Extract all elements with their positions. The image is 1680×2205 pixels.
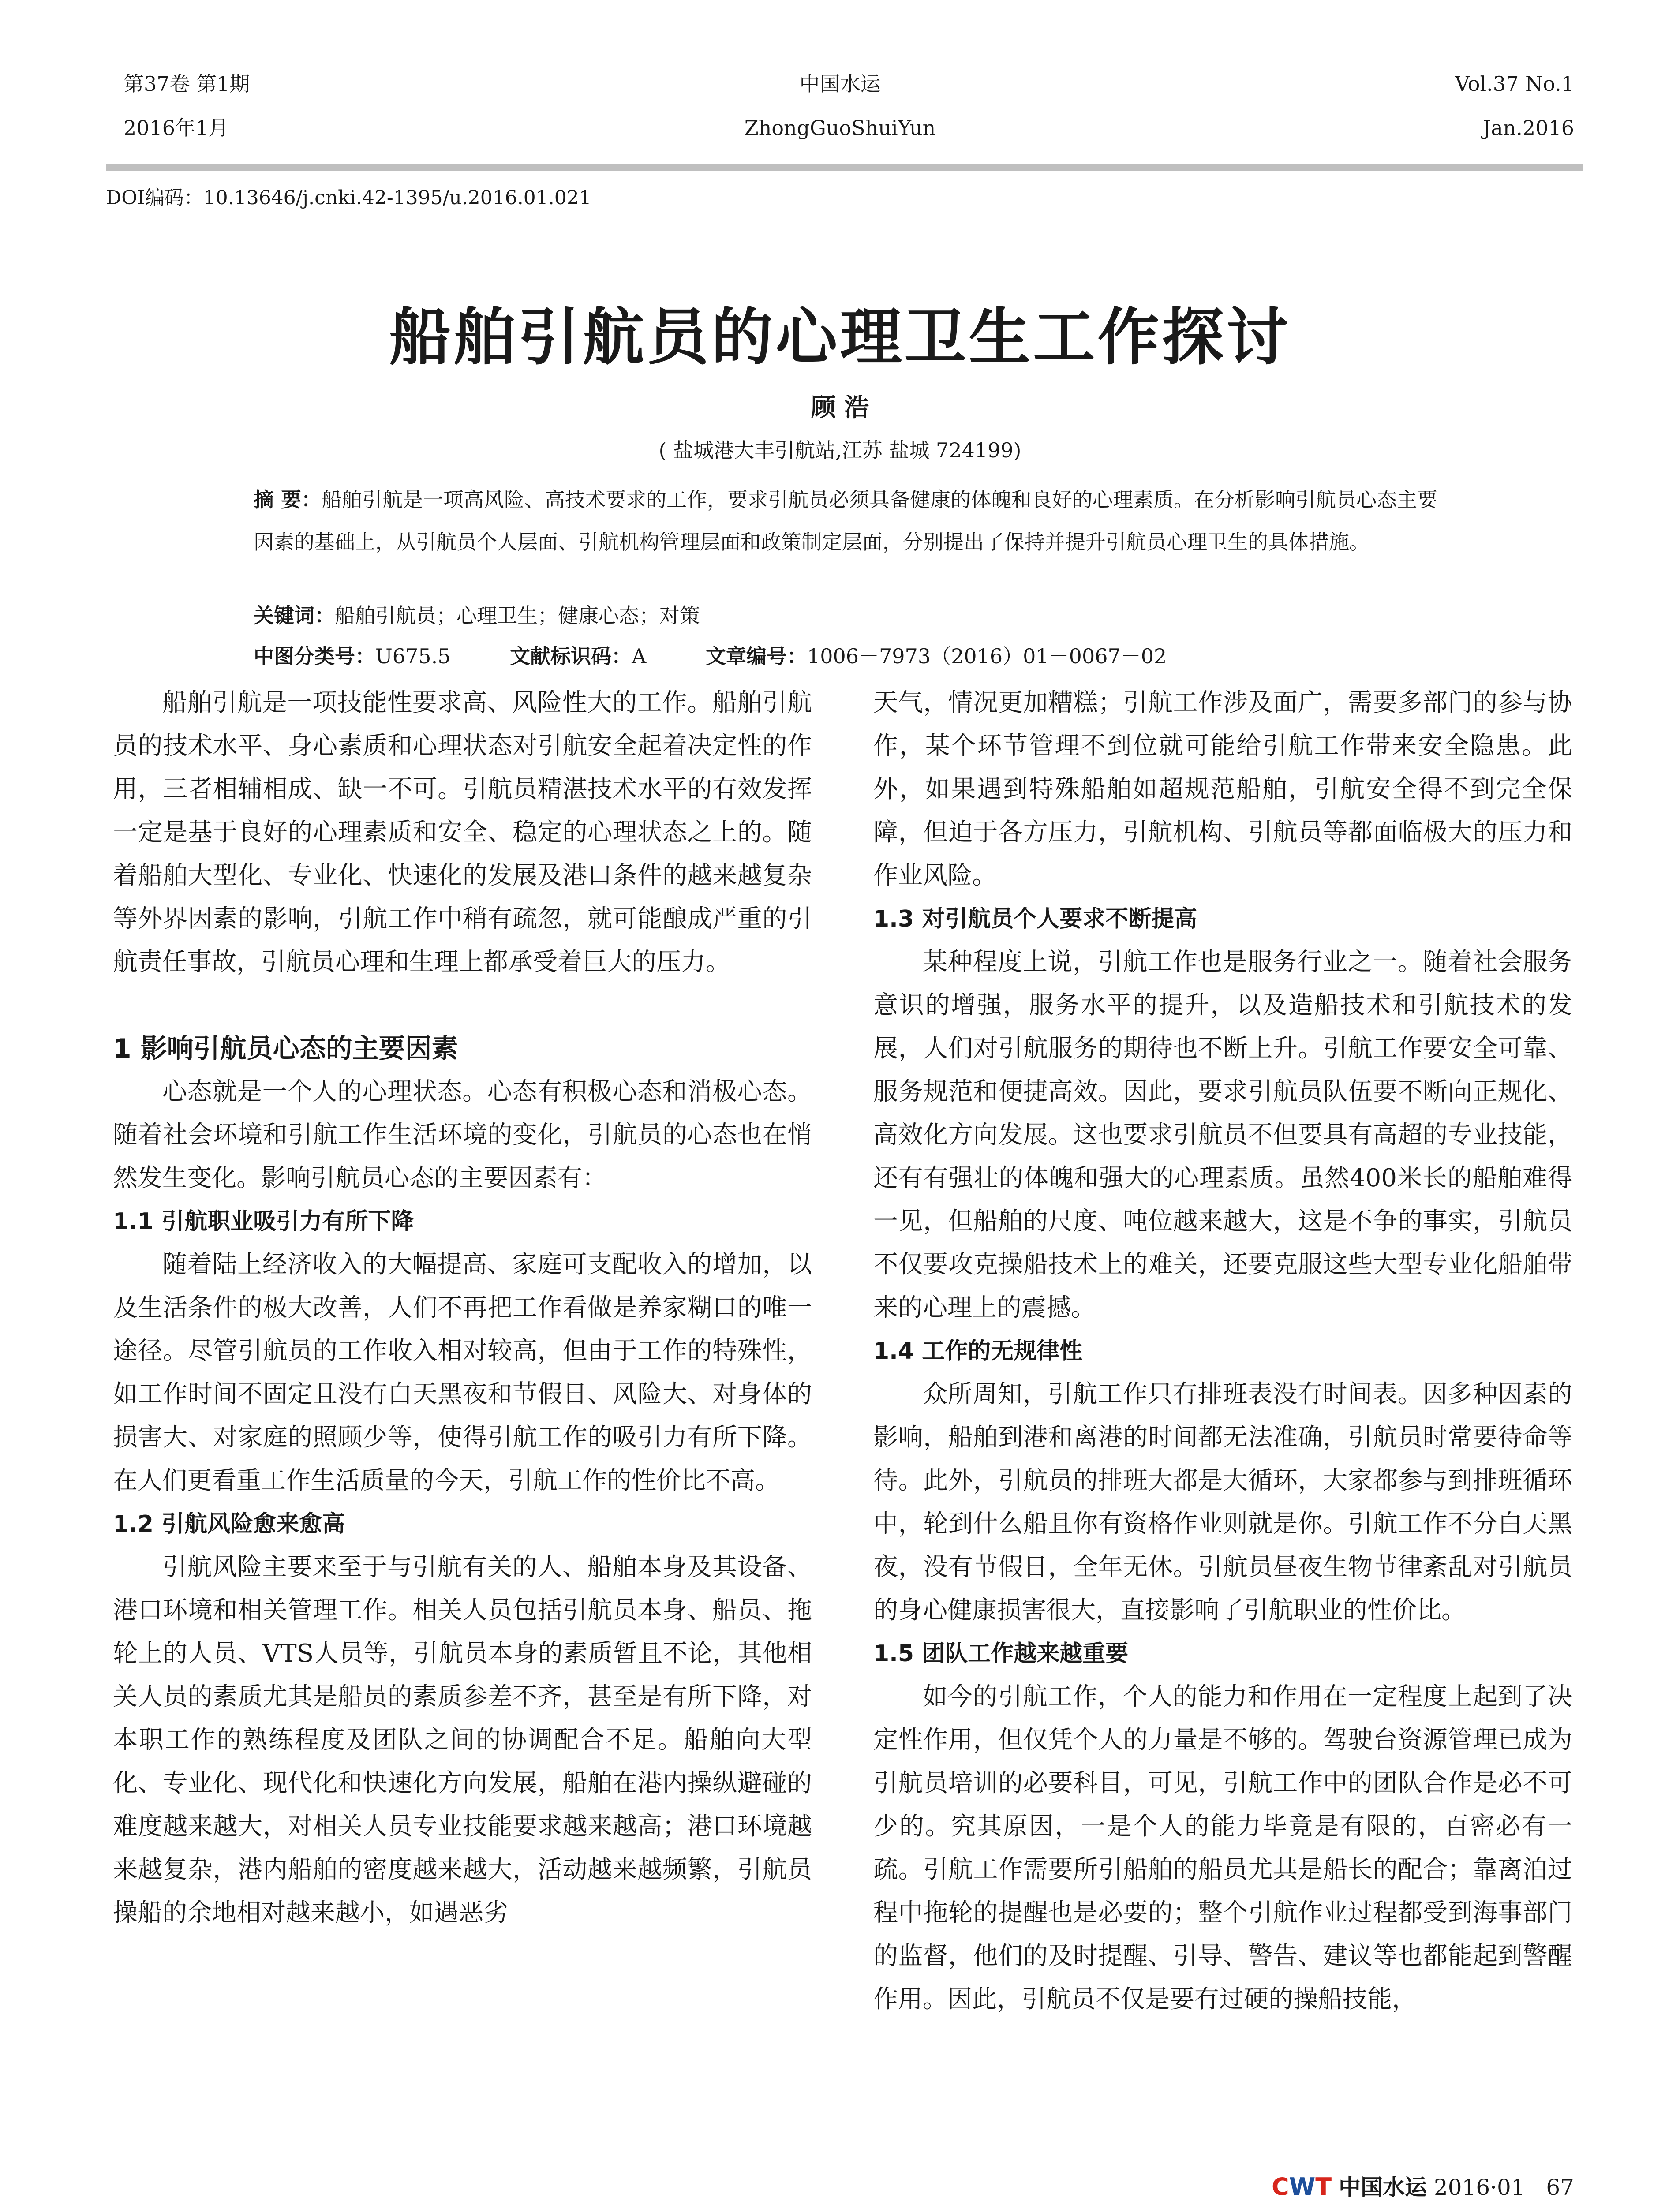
section-1-3-paragraph: 某种程度上说，引航工作也是服务行业之一。随着社会服务意识的增强，服务水平的提升，以及造船技术和引航技术的发展，人们对引航服务的期待也不断上升。引航工作要安全可靠、服务规范和便捷高效。因此，要求引航员队伍要不断向正规化、高效化方向发展。这也要求引航员不但要具有高超的专业技能，还有有强壮的体魄和强大的心理素质。虽然400米长的船舶难得一见，但船舶的尺度、吨位越来越大，这是不争的事实，引航员不仅要攻克操船技术上的难关，还要克服这些大型专业化船舶带来的心理上的震撼。 xyxy=(873,948,1572,1322)
keywords-label: 关键词： xyxy=(254,604,335,628)
section-1-4-paragraph: 众所周知，引航工作只有排班表没有时间表。因多种因素的影响，船舶到港和离港的时间都无法准确，引航员时常要待命等待。此外，引航员的排班大都是大循环，大家都参与到排班循环中，轮到什么船且你有资格作业则就是你。引航工作不分白天黑夜，没有节假日，全年无休。引航员昼夜生物节律紊乱对引航员的身心健康损害很大，直接影响了引航职业的性价比。 xyxy=(873,1380,1572,1625)
doc-code-label: 文献标识码： xyxy=(510,644,632,668)
article-title: 船舶引航员的心理卫生工作探讨 xyxy=(389,301,1291,374)
author: 顾 浩 xyxy=(811,393,869,422)
section-1-5-paragraph: 如今的引航工作，个人的能力和作用在一定程度上起到了决定性作用，但仅凭个人的力量是不够的。驾驶台资源管理已成为引航员培训的必要科目，可见，引航工作中的团队合作是必不可少的。究其原因，一是个人的能力毕竟是有限的，百密必有一疏。引航工作需要所引船舶的船员尤其是船长的配合；靠离泊过程中拖轮的提醒也是必要的；整个引航作业过程都受到海事部门的监督，他们的及时提醒、引导、警告、建议等也都能起到警醒作用。因此，引航员不仅是要有过硬的操船技能， xyxy=(873,1682,1572,2014)
intro-paragraph: 船舶引航是一项技能性要求高、风险性大的工作。船舶引航员的技术水平、身心素质和心理状态对引航安全起着决定性的作用，三者相辅相成、缺一不可。引航员精湛技术水平的有效发挥一定是基于良好的心理素质和安全、稳定的心理状态之上的。随着船舶大型化、专业化、快速化的发展及港口条件的越来越复杂等外界因素的影响，引航工作中稍有疏忽，就可能酿成严重的引航责任事故，引航员心理和生理上都承受着巨大的压力。 xyxy=(113,688,812,976)
header-rule xyxy=(106,164,1583,171)
section-1-paragraph: 心态就是一个人的心理状态。心态有积极心态和消极心态。随着社会环境和引航工作生活环境的变化，引航员的心态也在悄然发生变化。影响引航员心态的主要因素有： xyxy=(113,1077,812,1192)
cwt-logo: CWT xyxy=(1272,2173,1332,2201)
article-number-value: 1006－7973（2016）01－0067－02 xyxy=(807,644,1167,668)
affiliation: ( 盐城港大丰引航站,江苏 盐城 724199) xyxy=(659,438,1021,462)
left-column xyxy=(113,681,812,1935)
clc-label: 中图分类号： xyxy=(254,644,375,668)
section-1-5-heading: 1.5 团队工作越来越重要 xyxy=(873,1641,1129,1667)
keywords-text: 船舶引航员；心理卫生；健康心态；对策 xyxy=(335,604,700,628)
article-number-label: 文章编号： xyxy=(705,644,807,668)
classification xyxy=(254,635,1444,677)
continued-paragraph: 天气，情况更加糟糕；引航工作涉及面广，需要多部门的参与协作，某个环节管理不到位就可能给引航工作带来安全隐患。此外，如果遇到特殊船舶如超规范船舶，引航安全得不到完全保障，但迫于各方压力，引航机构、引航员等都面临极大的压力和作业风险。 xyxy=(873,688,1572,890)
abstract xyxy=(254,478,1444,563)
page-footer xyxy=(1272,2170,1574,2201)
journal-name-en: ZhongGuoShuiYun xyxy=(744,116,936,140)
date-cn: 2016年1月 xyxy=(123,116,229,140)
volume-issue-cn: 第37卷 第1期 xyxy=(123,72,250,96)
page-number: 67 xyxy=(1546,2175,1574,2200)
section-1-heading: 1 影响引航员心态的主要因素 xyxy=(113,1033,458,1064)
date-en: Jan.2016 xyxy=(1482,116,1574,140)
doi: DOI编码：10.13646/j.cnki.42-1395/u.2016.01.021 xyxy=(106,187,591,209)
abstract-text: 船舶引航是一项高风险、高技术要求的工作，要求引航员必须具备健康的体魄和良好的心理素质。在分析影响引航员心态主要因素的基础上，从引航员个人层面、引航机构管理层面和政策制定层面，分别提出了保持并提升引航员心理卫生的具体措施。 xyxy=(254,488,1438,554)
volume-issue-en: Vol.37 No.1 xyxy=(1455,72,1574,96)
abstract-label: 摘 要： xyxy=(254,488,322,512)
footer-issue: 2016·01 xyxy=(1433,2175,1525,2200)
section-1-2-paragraph: 引航风险主要来至于与引航有关的人、船舶本身及其设备、港口环境和相关管理工作。相关人员包括引航员本身、船员、拖轮上的人员、VTS人员等，引航员本身的素质暂且不论，其他相关人员的素质尤其是船员的素质参差不齐，甚至是有所下降，对本职工作的熟练程度及团队之间的协调配合不足。船舶向大型化、专业化、现代化和快速化方向发展，船舶在港内操纵避碰的难度越来越大，对相关人员专业技能要求越来越高；港口环境越来越复杂，港内船舶的密度越来越大，活动越来越频繁，引航员操船的余地相对越来越小，如遇恶劣 xyxy=(113,1553,812,1927)
right-column xyxy=(873,681,1572,2021)
footer-journal: 中国水运 xyxy=(1339,2174,1427,2200)
section-1-4-heading: 1.4 工作的无规律性 xyxy=(873,1338,1083,1364)
journal-name-cn: 中国水运 xyxy=(799,72,881,96)
section-1-3-heading: 1.3 对引航员个人要求不断提高 xyxy=(873,906,1197,932)
section-1-2-heading: 1.2 引航风险愈来愈高 xyxy=(113,1511,345,1537)
keywords xyxy=(254,594,1444,637)
clc-value: U675.5 xyxy=(375,644,451,668)
section-1-1-heading: 1.1 引航职业吸引力有所下降 xyxy=(113,1208,414,1235)
doc-code-value: A xyxy=(632,644,647,668)
section-1-1-paragraph: 随着陆上经济收入的大幅提高、家庭可支配收入的增加，以及生活条件的极大改善，人们不再把工作看做是养家糊口的唯一途径。尽管引航员的工作收入相对较高，但由于工作的特殊性，如工作时间不固定且没有白天黑夜和节假日、风险大、对身体的损害大、对家庭的照顾少等，使得引航工作的吸引力有所下降。在人们更看重工作生活质量的今天，引航工作的性价比不高。 xyxy=(113,1250,812,1495)
